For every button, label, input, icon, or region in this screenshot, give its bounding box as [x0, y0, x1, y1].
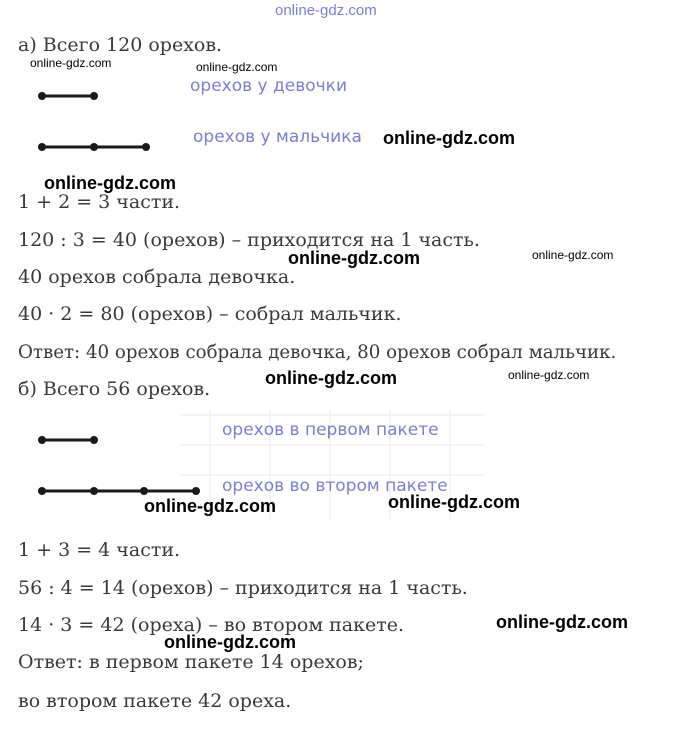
- segment-first-packet: [38, 436, 98, 444]
- watermark: online-gdz.com: [196, 60, 278, 74]
- watermark: online-gdz.com: [496, 612, 628, 632]
- part-a-line-4: 40 · 2 = 80 (орехов) – собрал мальчик.: [18, 303, 402, 325]
- label-boy: орехов у мальчика: [193, 127, 362, 147]
- segment-second-packet: [38, 487, 200, 495]
- watermark: online-gdz.com: [144, 496, 276, 516]
- part-a-line-3: 40 орехов собрала девочка.: [18, 266, 296, 288]
- part-b-line-2: 56 : 4 = 14 (орехов) – приходится на 1 часть.: [18, 577, 468, 599]
- watermark: online-gdz.com: [265, 368, 397, 388]
- watermark: online-gdz.com: [388, 492, 520, 512]
- part-b-answer-1: Ответ: в первом пакете 14 орехов;: [18, 651, 364, 673]
- watermark: online-gdz.com: [508, 368, 590, 382]
- part-a-line-1: 1 + 2 = 3 части.: [18, 191, 181, 213]
- watermark: online-gdz.com: [383, 128, 515, 148]
- part-b-heading: б) Всего 56 орехов.: [18, 378, 211, 400]
- part-a-answer: Ответ: 40 орехов собрала девочка, 80 орехов собрал мальчик.: [18, 342, 617, 363]
- watermark-top: online-gdz.com: [275, 2, 377, 19]
- part-b-line-3: 14 · 3 = 42 (ореха) – во втором пакете.: [18, 614, 405, 636]
- label-first-packet: орехов в первом пакете: [222, 420, 439, 440]
- watermark: online-gdz.com: [44, 173, 176, 193]
- watermark: online-gdz.com: [164, 632, 296, 652]
- watermark: online-gdz.com: [288, 248, 420, 268]
- watermark: online-gdz.com: [30, 56, 112, 70]
- watermark: online-gdz.com: [532, 248, 614, 262]
- part-b-line-1: 1 + 3 = 4 части.: [18, 539, 181, 561]
- label-second-packet: орехов во втором пакете: [222, 476, 448, 496]
- part-b-answer-2: во втором пакете 42 ореха.: [18, 690, 292, 712]
- label-girl: орехов у девочки: [190, 76, 347, 96]
- part-a-heading: а) Всего 120 орехов.: [18, 34, 223, 56]
- segment-boy: [38, 143, 150, 151]
- part-a-line-2: 120 : 3 = 40 (орехов) – приходится на 1 часть.: [18, 229, 480, 251]
- segment-girl: [38, 92, 98, 100]
